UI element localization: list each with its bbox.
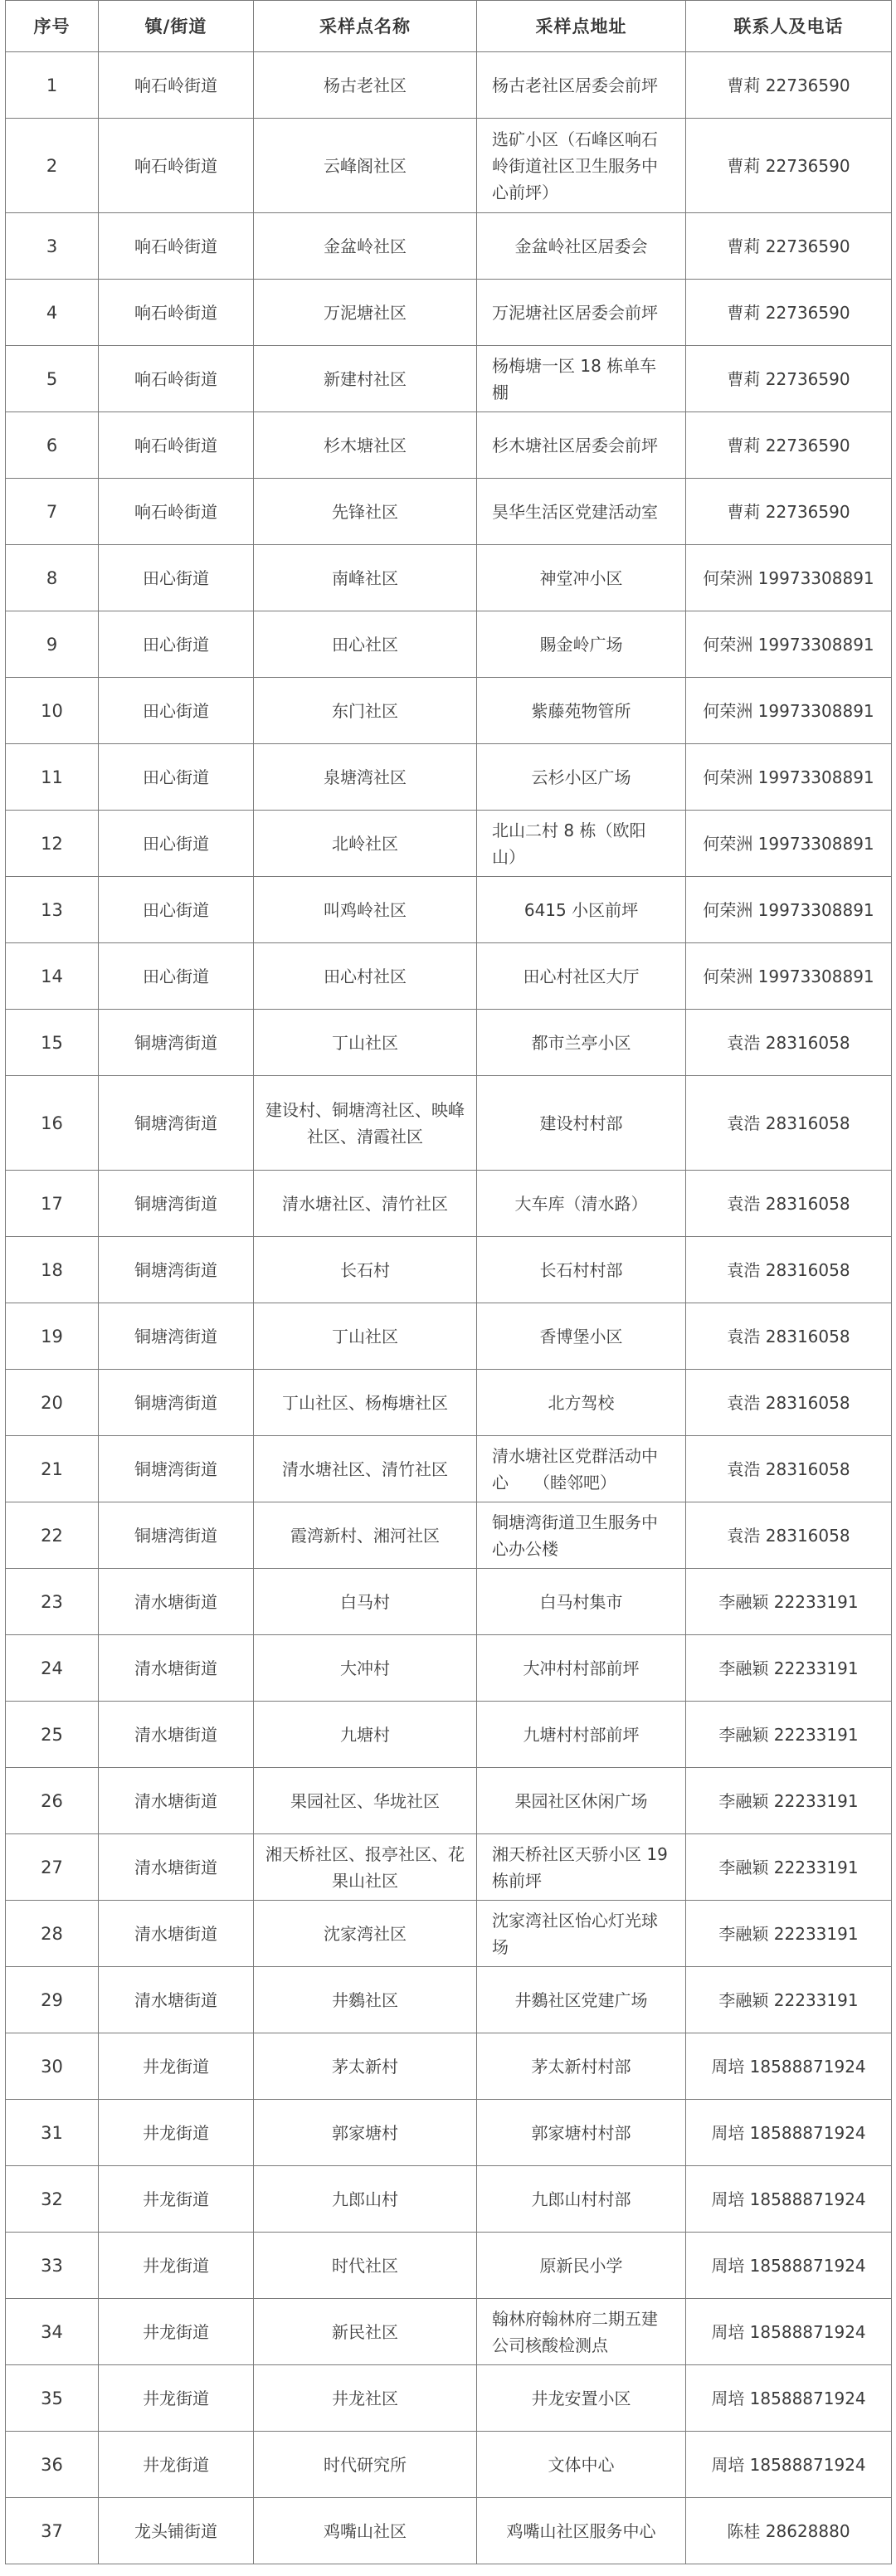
table-row [6, 1967, 892, 2033]
cell-contact: 袁浩 28316058 [686, 1303, 892, 1370]
cell-street: 铜塘湾街道 [99, 1076, 254, 1171]
cell-site-address: 杨梅塘一区 18 栋单车棚 [477, 346, 686, 412]
cell-site-name: 井龙社区 [254, 2365, 477, 2432]
table-row [6, 213, 892, 280]
cell-contact: 李融颖 22233191 [686, 1702, 892, 1768]
cell-street: 清水塘街道 [99, 1834, 254, 1901]
cell-site-address: 果园社区休闲广场 [477, 1768, 686, 1834]
table-row [6, 1901, 892, 1967]
cell-site-address: 万泥塘社区居委会前坪 [477, 280, 686, 346]
cell-site-name: 井𪄳社区 [254, 1967, 477, 2033]
cell-site-address: 井𪄳社区党建广场 [477, 1967, 686, 2033]
cell-street: 清水塘街道 [99, 1635, 254, 1702]
cell-site-address: 6415 小区前坪 [477, 877, 686, 943]
cell-contact: 曹莉 22736590 [686, 346, 892, 412]
table-row [6, 2100, 892, 2166]
cell-contact: 何荣洲 19973308891 [686, 545, 892, 611]
cell-contact: 何荣洲 19973308891 [686, 811, 892, 877]
cell-site-address: 鸡嘴山社区服务中心 [477, 2498, 686, 2564]
cell-site-name: 湘天桥社区、报亭社区、花果山社区 [254, 1834, 477, 1901]
cell-site-name: 南峰社区 [254, 545, 477, 611]
cell-contact: 周培 18588871924 [686, 2033, 892, 2100]
cell-site-address: 大冲村村部前坪 [477, 1635, 686, 1702]
cell-seq: 33 [6, 2233, 99, 2299]
cell-site-name: 杨古老社区 [254, 52, 477, 119]
cell-seq: 7 [6, 479, 99, 545]
cell-seq: 27 [6, 1834, 99, 1901]
cell-contact: 周培 18588871924 [686, 2233, 892, 2299]
table-header-row [6, 1, 892, 52]
cell-site-address: 北山二村 8 栋（欧阳山） [477, 811, 686, 877]
cell-contact: 周培 18588871924 [686, 2299, 892, 2365]
cell-seq: 22 [6, 1502, 99, 1569]
cell-site-name: 杉木塘社区 [254, 412, 477, 479]
cell-seq: 23 [6, 1569, 99, 1635]
header-street: 镇/街道 [99, 1, 254, 52]
cell-contact: 袁浩 28316058 [686, 1436, 892, 1502]
cell-seq: 34 [6, 2299, 99, 2365]
cell-street: 田心街道 [99, 545, 254, 611]
table-row [6, 2233, 892, 2299]
cell-site-name: 时代研究所 [254, 2432, 477, 2498]
cell-site-address: 昊华生活区党建活动室 [477, 479, 686, 545]
cell-seq: 6 [6, 412, 99, 479]
cell-street: 响石岭街道 [99, 52, 254, 119]
cell-contact: 曹莉 22736590 [686, 52, 892, 119]
cell-seq: 37 [6, 2498, 99, 2564]
cell-site-name: 时代社区 [254, 2233, 477, 2299]
cell-site-address: 郭家塘村村部 [477, 2100, 686, 2166]
cell-site-name: 九郎山村 [254, 2166, 477, 2233]
cell-site-address: 杉木塘社区居委会前坪 [477, 412, 686, 479]
cell-seq: 18 [6, 1237, 99, 1303]
cell-street: 田心街道 [99, 678, 254, 744]
cell-site-address: 文体中心 [477, 2432, 686, 2498]
cell-contact: 曹莉 22736590 [686, 213, 892, 280]
header-contact: 联系人及电话 [686, 1, 892, 52]
cell-site-address: 选矿小区（石峰区响石岭街道社区卫生服务中心前坪） [477, 119, 686, 213]
table-row [6, 119, 892, 213]
cell-contact: 袁浩 28316058 [686, 1171, 892, 1237]
cell-site-address: 神堂冲小区 [477, 545, 686, 611]
cell-street: 铜塘湾街道 [99, 1010, 254, 1076]
cell-contact: 周培 18588871924 [686, 2166, 892, 2233]
table-row [6, 479, 892, 545]
cell-street: 井龙街道 [99, 2033, 254, 2100]
cell-seq: 24 [6, 1635, 99, 1702]
sampling-sites-table [5, 0, 892, 2564]
cell-street: 井龙街道 [99, 2233, 254, 2299]
cell-street: 铜塘湾街道 [99, 1436, 254, 1502]
cell-contact: 李融颖 22233191 [686, 1834, 892, 1901]
cell-contact: 曹莉 22736590 [686, 479, 892, 545]
cell-site-address: 田心村社区大厅 [477, 943, 686, 1010]
cell-contact: 李融颖 22233191 [686, 1569, 892, 1635]
cell-seq: 26 [6, 1768, 99, 1834]
cell-site-name: 北岭社区 [254, 811, 477, 877]
cell-contact: 李融颖 22233191 [686, 1635, 892, 1702]
cell-seq: 13 [6, 877, 99, 943]
cell-site-address: 湘天桥社区天骄小区 19 栋前坪 [477, 1834, 686, 1901]
cell-street: 井龙街道 [99, 2365, 254, 2432]
table-row [6, 611, 892, 678]
cell-contact: 何荣洲 19973308891 [686, 678, 892, 744]
cell-street: 响石岭街道 [99, 119, 254, 213]
cell-seq: 4 [6, 280, 99, 346]
cell-street: 井龙街道 [99, 2299, 254, 2365]
cell-street: 井龙街道 [99, 2166, 254, 2233]
table-row [6, 52, 892, 119]
cell-contact: 曹莉 22736590 [686, 412, 892, 479]
table-row [6, 2166, 892, 2233]
cell-contact: 袁浩 28316058 [686, 1502, 892, 1569]
table-row [6, 545, 892, 611]
cell-seq: 12 [6, 811, 99, 877]
table-row [6, 877, 892, 943]
cell-seq: 8 [6, 545, 99, 611]
cell-contact: 袁浩 28316058 [686, 1370, 892, 1436]
cell-street: 田心街道 [99, 611, 254, 678]
cell-street: 铜塘湾街道 [99, 1237, 254, 1303]
cell-site-name: 先锋社区 [254, 479, 477, 545]
cell-site-address: 紫藤苑物管所 [477, 678, 686, 744]
cell-contact: 李融颖 22233191 [686, 1768, 892, 1834]
cell-street: 田心街道 [99, 943, 254, 1010]
cell-seq: 3 [6, 213, 99, 280]
cell-seq: 14 [6, 943, 99, 1010]
header-site-name: 采样点名称 [254, 1, 477, 52]
cell-seq: 29 [6, 1967, 99, 2033]
table-row [6, 1502, 892, 1569]
cell-site-name: 东门社区 [254, 678, 477, 744]
table-row [6, 1171, 892, 1237]
cell-site-address: 茅太新村村部 [477, 2033, 686, 2100]
cell-seq: 1 [6, 52, 99, 119]
table-row [6, 1436, 892, 1502]
table-row [6, 1635, 892, 1702]
cell-contact: 袁浩 28316058 [686, 1237, 892, 1303]
table-row [6, 1768, 892, 1834]
table-row [6, 1303, 892, 1370]
cell-street: 清水塘街道 [99, 1901, 254, 1967]
table-row [6, 1237, 892, 1303]
cell-street: 田心街道 [99, 811, 254, 877]
table-row [6, 1834, 892, 1901]
cell-street: 清水塘街道 [99, 1768, 254, 1834]
cell-site-name: 清水塘社区、清竹社区 [254, 1171, 477, 1237]
cell-street: 铜塘湾街道 [99, 1370, 254, 1436]
cell-site-name: 丁山社区、杨梅塘社区 [254, 1370, 477, 1436]
table-row [6, 1076, 892, 1171]
cell-street: 铜塘湾街道 [99, 1502, 254, 1569]
table-row [6, 280, 892, 346]
cell-site-address: 井龙安置小区 [477, 2365, 686, 2432]
cell-site-name: 泉塘湾社区 [254, 744, 477, 811]
cell-street: 铜塘湾街道 [99, 1303, 254, 1370]
cell-street: 龙头铺街道 [99, 2498, 254, 2564]
cell-site-address: 大车库（清水路） [477, 1171, 686, 1237]
cell-site-address: 金盆岭社区居委会 [477, 213, 686, 280]
cell-seq: 25 [6, 1702, 99, 1768]
table-row [6, 943, 892, 1010]
header-site-address: 采样点地址 [477, 1, 686, 52]
table-row [6, 2432, 892, 2498]
cell-street: 清水塘街道 [99, 1569, 254, 1635]
cell-seq: 19 [6, 1303, 99, 1370]
cell-site-name: 鸡嘴山社区 [254, 2498, 477, 2564]
cell-site-name: 丁山社区 [254, 1303, 477, 1370]
cell-contact: 袁浩 28316058 [686, 1076, 892, 1171]
cell-seq: 36 [6, 2432, 99, 2498]
cell-seq: 17 [6, 1171, 99, 1237]
cell-contact: 曹莉 22736590 [686, 280, 892, 346]
cell-site-address: 清水塘社区党群活动中心 （睦邻吧） [477, 1436, 686, 1502]
header-seq: 序号 [6, 1, 99, 52]
cell-street: 井龙街道 [99, 2100, 254, 2166]
cell-site-name: 丁山社区 [254, 1010, 477, 1076]
cell-street: 响石岭街道 [99, 479, 254, 545]
cell-site-address: 賜金岭广场 [477, 611, 686, 678]
cell-site-name: 郭家塘村 [254, 2100, 477, 2166]
cell-seq: 10 [6, 678, 99, 744]
cell-site-address: 长石村村部 [477, 1237, 686, 1303]
cell-site-name: 霞湾新村、湘河社区 [254, 1502, 477, 1569]
cell-seq: 31 [6, 2100, 99, 2166]
cell-site-name: 田心村社区 [254, 943, 477, 1010]
cell-site-name: 新民社区 [254, 2299, 477, 2365]
cell-seq: 21 [6, 1436, 99, 1502]
cell-site-address: 香博堡小区 [477, 1303, 686, 1370]
cell-site-address: 九塘村村部前坪 [477, 1702, 686, 1768]
cell-street: 响石岭街道 [99, 412, 254, 479]
cell-seq: 11 [6, 744, 99, 811]
table-row [6, 2033, 892, 2100]
cell-site-name: 金盆岭社区 [254, 213, 477, 280]
cell-contact: 陈桂 28628880 [686, 2498, 892, 2564]
cell-street: 井龙街道 [99, 2432, 254, 2498]
table-row [6, 811, 892, 877]
cell-site-address: 建设村村部 [477, 1076, 686, 1171]
table-row [6, 346, 892, 412]
cell-contact: 何荣洲 19973308891 [686, 877, 892, 943]
table-row [6, 678, 892, 744]
cell-contact: 周培 18588871924 [686, 2100, 892, 2166]
table-row [6, 412, 892, 479]
cell-site-address: 铜塘湾街道卫生服务中心办公楼 [477, 1502, 686, 1569]
cell-site-name: 建设村、铜塘湾社区、映峰社区、清霞社区 [254, 1076, 477, 1171]
cell-contact: 何荣洲 19973308891 [686, 943, 892, 1010]
cell-site-name: 田心社区 [254, 611, 477, 678]
cell-seq: 28 [6, 1901, 99, 1967]
table-row [6, 2365, 892, 2432]
cell-contact: 周培 18588871924 [686, 2432, 892, 2498]
cell-site-name: 长石村 [254, 1237, 477, 1303]
cell-site-address: 原新民小学 [477, 2233, 686, 2299]
cell-site-address: 杨古老社区居委会前坪 [477, 52, 686, 119]
table-row [6, 744, 892, 811]
cell-site-address: 云杉小区广场 [477, 744, 686, 811]
cell-street: 铜塘湾街道 [99, 1171, 254, 1237]
table-body [6, 52, 892, 2564]
cell-seq: 15 [6, 1010, 99, 1076]
cell-contact: 周培 18588871924 [686, 2365, 892, 2432]
cell-contact: 李融颖 22233191 [686, 1901, 892, 1967]
sampling-sites-table-sheet [5, 0, 891, 2564]
cell-site-name: 白马村 [254, 1569, 477, 1635]
table-row [6, 2299, 892, 2365]
cell-seq: 20 [6, 1370, 99, 1436]
cell-contact: 何荣洲 19973308891 [686, 611, 892, 678]
cell-street: 响石岭街道 [99, 213, 254, 280]
cell-site-name: 大冲村 [254, 1635, 477, 1702]
cell-site-name: 九塘村 [254, 1702, 477, 1768]
cell-site-name: 沈家湾社区 [254, 1901, 477, 1967]
cell-street: 清水塘街道 [99, 1702, 254, 1768]
cell-street: 响石岭街道 [99, 346, 254, 412]
cell-contact: 曹莉 22736590 [686, 119, 892, 213]
cell-street: 清水塘街道 [99, 1967, 254, 2033]
cell-contact: 何荣洲 19973308891 [686, 744, 892, 811]
table-row [6, 1702, 892, 1768]
cell-site-address: 沈家湾社区怡心灯光球场 [477, 1901, 686, 1967]
cell-site-address: 白马村集市 [477, 1569, 686, 1635]
cell-seq: 35 [6, 2365, 99, 2432]
cell-site-name: 叫鸡岭社区 [254, 877, 477, 943]
cell-site-name: 清水塘社区、清竹社区 [254, 1436, 477, 1502]
cell-contact: 袁浩 28316058 [686, 1010, 892, 1076]
cell-seq: 2 [6, 119, 99, 213]
cell-seq: 5 [6, 346, 99, 412]
cell-site-name: 果园社区、华垅社区 [254, 1768, 477, 1834]
cell-seq: 30 [6, 2033, 99, 2100]
cell-site-address: 九郎山村村部 [477, 2166, 686, 2233]
cell-site-address: 北方驾校 [477, 1370, 686, 1436]
cell-site-address: 都市兰亭小区 [477, 1010, 686, 1076]
cell-site-name: 万泥塘社区 [254, 280, 477, 346]
cell-contact: 李融颖 22233191 [686, 1967, 892, 2033]
cell-site-name: 云峰阁社区 [254, 119, 477, 213]
cell-seq: 9 [6, 611, 99, 678]
cell-seq: 16 [6, 1076, 99, 1171]
cell-seq: 32 [6, 2166, 99, 2233]
cell-site-address: 翰林府翰林府二期五建公司核酸检测点 [477, 2299, 686, 2365]
table-row [6, 2498, 892, 2564]
cell-street: 田心街道 [99, 877, 254, 943]
cell-street: 响石岭街道 [99, 280, 254, 346]
table-row [6, 1370, 892, 1436]
cell-site-name: 茅太新村 [254, 2033, 477, 2100]
cell-site-name: 新建村社区 [254, 346, 477, 412]
cell-street: 田心街道 [99, 744, 254, 811]
table-row [6, 1569, 892, 1635]
table-row [6, 1010, 892, 1076]
